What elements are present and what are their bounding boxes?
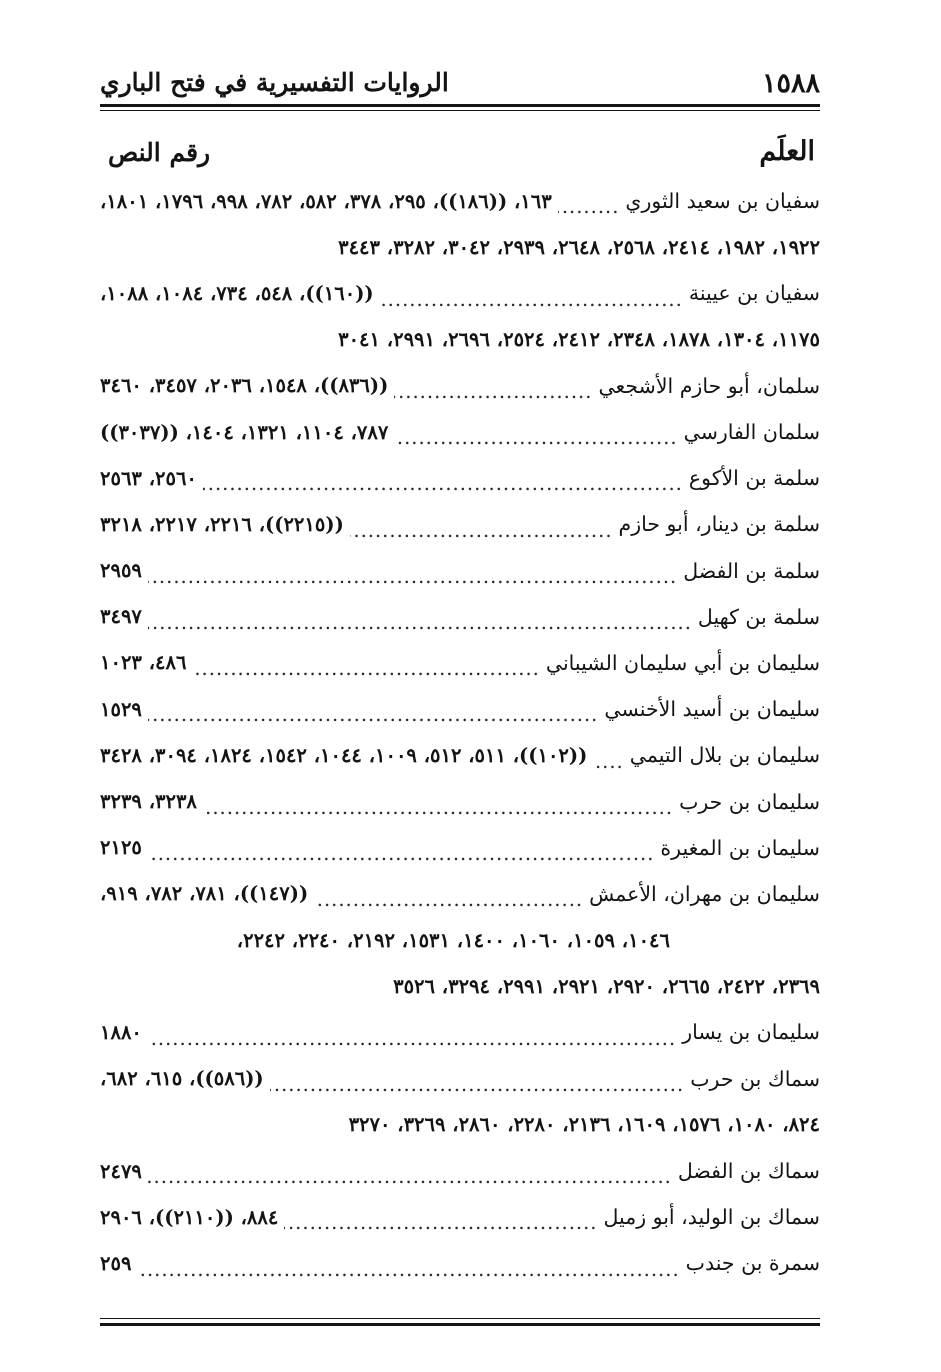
entry-numbers: ٣٢٣٨، ٣٢٣٩ (100, 790, 197, 814)
index-entry (100, 1240, 820, 1286)
index-entry (100, 270, 820, 316)
entry-name: سلمة بن الأكوع (688, 466, 820, 491)
entry-name: سليمان بن المغيرة (660, 835, 820, 860)
entry-numbers: ١٨٨٠ (100, 1020, 142, 1044)
footer-rule-thin (100, 1318, 820, 1319)
entry-name: سليمان بن يسار (682, 1020, 820, 1045)
entry-numbers: ((١٠٢))، ٥١١، ٥١٢، ١٠٠٩، ١٠٤٤، ١٥٤٢، ١٨٢٤، ٣٠٩٤، ٣٤٢٨ (100, 743, 588, 767)
entry-numbers: ١٦٣، ((١٨٦))، ٢٩٥، ٣٧٨، ٥٨٢، ٧٨٢، ٩٩٨، ١٧٩٦، ١٨٠١، (100, 189, 552, 213)
entry-name: سليمان بن مهران، الأعمش (589, 881, 820, 906)
index-entry (100, 1148, 820, 1194)
leader-dots (380, 288, 683, 308)
leader-dots (284, 1211, 597, 1231)
entry-name: سلمان الفارسي (683, 420, 820, 445)
leader-dots (148, 703, 598, 723)
entry-continuation: ١١٧٥، ١٣٠٤، ١٨٧٨، ٢٣٤٨، ٢٤١٢، ٢٥٢٤، ٢٦٩٦، ٢٩٩١، ٣٠٤١ (338, 328, 820, 352)
entry-name: سلمة بن الفضل (683, 558, 820, 583)
index-entry (100, 548, 820, 594)
index-entries (100, 178, 820, 1287)
entry-name: سلمان، أبو حازم الأشجعي (598, 373, 820, 398)
leader-dots (137, 1258, 679, 1278)
name-column-heading: العلَم (759, 136, 815, 167)
entry-numbers: ٢٤٧٩ (100, 1159, 142, 1183)
entry-name: سليمان بن أسيد الأخنسي (604, 697, 820, 722)
entry-numbers: ((١٤٧))، ٧٨١، ٧٨٢، ٩١٩، (100, 882, 309, 906)
entry-name: سلمة بن كهيل (697, 604, 820, 629)
leader-dots (314, 888, 583, 908)
entry-numbers: ٢٩٥٩ (100, 559, 142, 583)
leader-dots (148, 1165, 672, 1185)
index-entry (100, 178, 820, 224)
leader-dots (148, 842, 655, 862)
index-entry (100, 363, 820, 409)
footer-rule-thick (100, 1323, 820, 1326)
leader-dots (148, 1027, 676, 1047)
entry-name: سليمان بن حرب (679, 789, 820, 814)
entry-continuation: ٨٢٤، ١٠٨٠، ١٥٧٦، ١٦٠٩، ٢١٣٦، ٢٢٨٠، ٢٨٦٠، ٣٢٦٩، ٣٢٧٠ (348, 1113, 820, 1137)
index-entry (100, 455, 820, 501)
index-entry (100, 1056, 820, 1102)
entry-numbers: ٢٥٩ (100, 1251, 132, 1275)
entry-numbers: ١٥٢٩ (100, 697, 142, 721)
entry-name: سفيان بن عيينة (688, 281, 820, 306)
index-entry (100, 871, 820, 917)
entry-numbers: ٢١٢٥ (100, 836, 142, 860)
number-column-heading: رقم النص (108, 138, 211, 167)
header-rule-thin (100, 110, 820, 111)
index-entry (100, 594, 820, 640)
entry-numbers: ٢٥٦٠، ٢٥٦٣ (100, 466, 197, 490)
index-entry (100, 732, 820, 778)
entry-numbers: ((٨٣٦))، ١٥٤٨، ٢٠٣٦، ٣٤٥٧، ٣٤٦٠ (100, 374, 389, 398)
page-header (100, 64, 820, 104)
leader-dots (148, 611, 692, 631)
entry-numbers: ٨٨٤، ((٢١١٠))، ٢٩٠٦ (100, 1205, 279, 1229)
entry-name: سلمة بن دينار، أبو حازم (618, 512, 820, 537)
leader-dots (270, 1073, 685, 1093)
entry-numbers: ٤٨٦، ١٠٢٣ (100, 651, 187, 675)
entry-name: سماك بن حرب (690, 1066, 820, 1091)
page-number: ١٥٨٨ (761, 68, 820, 99)
leader-dots (350, 519, 613, 539)
entry-numbers: ((٥٨٦))، ٦١٥، ٦٨٢، (100, 1067, 264, 1091)
leader-dots (148, 565, 677, 585)
leader-dots (394, 426, 677, 446)
entry-numbers: ٧٨٧، ١١٠٤، ١٣٢١، ١٤٠٤، ((٣٠٣٧)) (100, 420, 389, 444)
entry-numbers: ((١٦٠))، ٥٤٨، ٧٣٤، ١٠٨٤، ١٠٨٨، (100, 281, 374, 305)
entry-continuation: ١٩٢٢، ١٩٨٢، ٢٤١٤، ٢٥٦٨، ٢٦٤٨، ٢٩٣٩، ٣٠٤٢، ٣٢٨٢، ٣٤٤٣ (338, 235, 820, 259)
entry-name: سماك بن الوليد، أبو زميل (603, 1205, 820, 1230)
index-entry (100, 686, 820, 732)
entry-name: سماك بن الفضل (677, 1159, 820, 1184)
entry-name: سمرة بن جندب (685, 1251, 820, 1276)
index-entry (100, 1194, 820, 1240)
entry-continuation: ٢٣٦٩، ٢٤٢٢، ٢٦٦٥، ٢٩٢٠، ٢٩٢١، ٢٩٩١، ٣٢٩٤، ٣٥٢٦ (393, 974, 820, 998)
header-rule-thick (100, 104, 820, 107)
entry-numbers: ٣٤٩٧ (100, 605, 142, 629)
entry-numbers: ((٢٢١٥))، ٢٢١٦، ٢٢١٧، ٣٢١٨ (100, 512, 344, 536)
index-entry (100, 825, 820, 871)
entry-name: سليمان بن أبي سليمان الشيباني (545, 650, 820, 675)
index-entry (100, 778, 820, 824)
leader-dots (558, 195, 620, 215)
entry-name: سليمان بن بلال التيمي (629, 743, 820, 768)
entry-name: سفيان بن سعيد الثوري (625, 189, 820, 214)
index-entry (100, 409, 820, 455)
index-entry (100, 501, 820, 547)
entry-continuation: ١٠٤٦، ١٠٥٩، ١٠٦٠، ١٤٠٠، ١٥٣١، ٢١٩٢، ٢٢٤٠، ٢٢٤٢، (236, 928, 670, 952)
index-entry (100, 1009, 820, 1055)
leader-dots (203, 796, 673, 816)
leader-dots (203, 472, 683, 492)
leader-dots (593, 750, 623, 770)
index-entry (100, 640, 820, 686)
leader-dots (394, 380, 592, 400)
running-title: الروايات التفسيرية في فتح الباري (100, 68, 449, 97)
leader-dots (192, 657, 539, 677)
